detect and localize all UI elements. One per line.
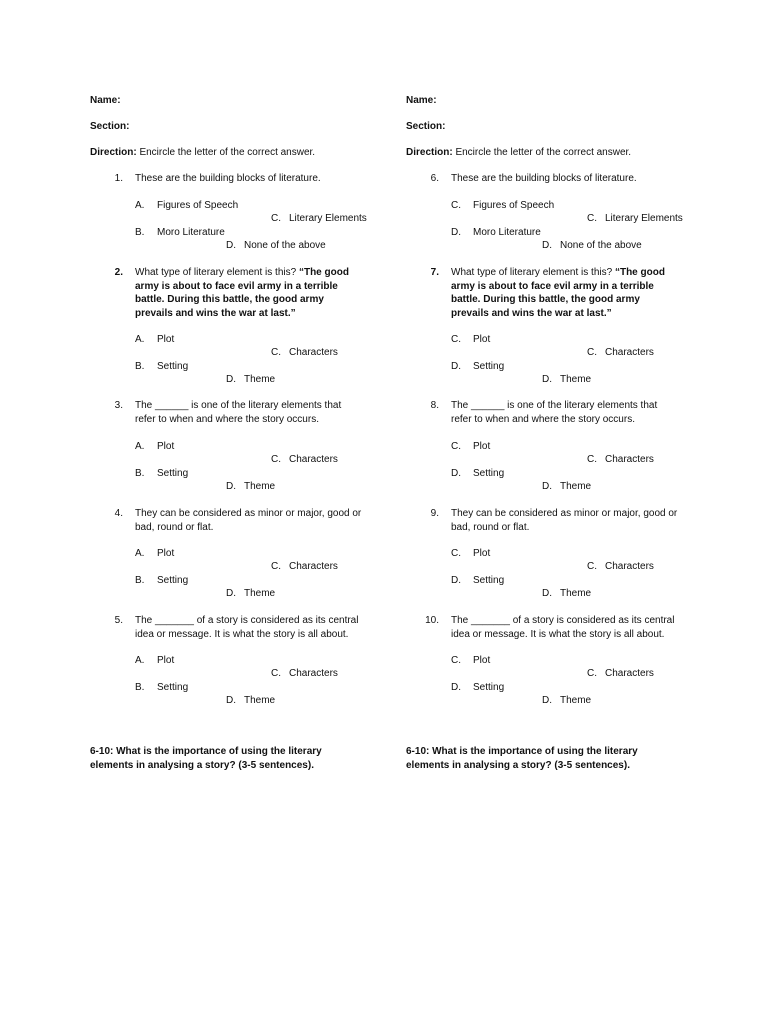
option-letter: C. [271, 213, 281, 224]
option-text: Figures of Speech [473, 200, 555, 211]
option-letter: C. [587, 668, 597, 679]
question-number: 8. [430, 400, 439, 411]
question-text [451, 266, 679, 320]
answer-option[interactable] [451, 360, 504, 374]
option-text: Theme [560, 374, 592, 385]
essay-prompt: 6-10: What is the importance of using the literary elements in analysing a story? (3-5 sentences). [406, 746, 638, 771]
option-text: Figures of Speech [157, 200, 239, 211]
option-text: Theme [244, 588, 276, 599]
answer-option[interactable] [587, 560, 654, 574]
question-number: 10. [425, 615, 439, 626]
question-number: 7. [430, 267, 439, 278]
option-letter: A. [135, 548, 145, 559]
option-text: Literary Elements [605, 213, 683, 224]
answer-option[interactable] [587, 453, 654, 467]
option-letter: C. [451, 655, 461, 666]
option-text: Plot [157, 441, 175, 452]
answer-option[interactable] [135, 199, 238, 213]
answer-option[interactable] [587, 667, 654, 681]
answer-option[interactable] [135, 574, 188, 588]
question-prompt: The _______ of a story is considered as its central idea or message. It is what the story is all about. [135, 615, 359, 640]
option-letter: D. [542, 695, 552, 706]
answer-option[interactable] [226, 239, 326, 253]
question-text [451, 507, 679, 534]
name-label: Name: [406, 95, 437, 106]
option-text: Setting [157, 468, 189, 479]
answer-option[interactable] [226, 480, 275, 494]
answer-option[interactable] [135, 654, 174, 668]
answer-option[interactable] [271, 346, 338, 360]
question-number: 2. [114, 267, 123, 278]
option-letter: D. [451, 468, 461, 479]
option-letter: B. [135, 682, 145, 693]
option-text: Setting [473, 682, 505, 693]
option-letter: C. [587, 454, 597, 465]
direction-line [406, 146, 631, 160]
option-letter: C. [271, 561, 281, 572]
option-text: Theme [244, 374, 276, 385]
option-letter: C. [271, 668, 281, 679]
option-letter: B. [135, 227, 145, 238]
question-prompt: The ______ is one of the literary elements that refer to when and where the story occurs. [135, 400, 342, 425]
option-letter: A. [135, 200, 145, 211]
answer-option[interactable] [587, 212, 683, 226]
option-letter: D. [542, 240, 552, 251]
direction-label: Direction: [406, 147, 453, 158]
option-text: Theme [560, 588, 592, 599]
answer-option[interactable] [451, 333, 490, 347]
option-letter: C. [587, 347, 597, 358]
option-text: Plot [473, 655, 491, 666]
question-prompt: The _______ of a story is considered as its central idea or message. It is what the story is all about. [451, 615, 675, 640]
option-text: Plot [473, 334, 491, 345]
option-text: Setting [473, 575, 505, 586]
worksheet-right [406, 0, 736, 1024]
question-text [451, 399, 679, 426]
question-number: 1. [114, 173, 123, 184]
question-text [451, 172, 679, 186]
option-letter: C. [451, 334, 461, 345]
answer-option[interactable] [271, 560, 338, 574]
answer-option[interactable] [542, 239, 642, 253]
answer-option[interactable] [587, 346, 654, 360]
option-text: Setting [157, 682, 189, 693]
question-text [135, 507, 363, 534]
question-number: 6. [430, 173, 439, 184]
option-text: Characters [605, 454, 654, 465]
answer-option[interactable] [451, 574, 504, 588]
option-letter: A. [135, 441, 145, 452]
answer-option[interactable] [451, 199, 554, 213]
question-prompt: What type of literary element is this? [451, 267, 615, 278]
question-text [135, 399, 363, 426]
worksheet-left [90, 0, 420, 1024]
answer-option[interactable] [451, 654, 490, 668]
option-letter: C. [451, 200, 461, 211]
name-label: Name: [90, 95, 121, 106]
question-prompt: They can be considered as minor or major, good or bad, round or flat. [135, 508, 362, 533]
option-letter: D. [226, 240, 236, 251]
answer-option[interactable] [271, 212, 367, 226]
option-text: Setting [157, 361, 189, 372]
option-letter: D. [226, 588, 236, 599]
option-letter: C. [271, 347, 281, 358]
answer-option[interactable] [135, 467, 188, 481]
question-prompt: These are the building blocks of literature. [451, 173, 637, 184]
option-text: Characters [289, 347, 338, 358]
option-letter: D. [226, 481, 236, 492]
option-letter: C. [271, 454, 281, 465]
question-number: 5. [114, 615, 123, 626]
option-text: None of the above [560, 240, 642, 251]
question-text [135, 614, 363, 641]
option-text: Characters [289, 668, 338, 679]
option-letter: B. [135, 361, 145, 372]
option-text: None of the above [244, 240, 326, 251]
answer-option[interactable] [451, 440, 490, 454]
direction-text: Encircle the letter of the correct answer. [452, 147, 632, 158]
option-letter: C. [451, 441, 461, 452]
option-text: Theme [244, 695, 276, 706]
answer-option[interactable] [135, 226, 225, 240]
answer-option[interactable] [135, 440, 174, 454]
option-letter: A. [135, 334, 145, 345]
question-excerpt: “The good army is about to face evil army in a terrible battle. During this battle, the good army prevails and wins the war at last.” [135, 267, 349, 319]
question-prompt: What type of literary element is this? [135, 267, 299, 278]
option-text: Setting [157, 575, 189, 586]
question-prompt: These are the building blocks of literature. [135, 173, 321, 184]
answer-option[interactable] [542, 373, 591, 387]
answer-option[interactable] [451, 467, 504, 481]
essay-prompt: 6-10: What is the importance of using the literary elements in analysing a story? (3-5 sentences). [90, 746, 322, 771]
direction-text: Encircle the letter of the correct answer. [136, 147, 316, 158]
answer-option[interactable] [271, 667, 338, 681]
direction-label: Direction: [90, 147, 137, 158]
option-text: Characters [605, 561, 654, 572]
option-text: Setting [473, 468, 505, 479]
answer-option[interactable] [135, 360, 188, 374]
answer-option[interactable] [135, 681, 188, 695]
option-letter: D. [542, 374, 552, 385]
question-text [135, 266, 363, 320]
option-text: Moro Literature [473, 227, 541, 238]
option-letter: D. [451, 575, 461, 586]
option-letter: C. [587, 213, 597, 224]
answer-option[interactable] [451, 681, 504, 695]
option-letter: D. [542, 588, 552, 599]
question-excerpt: “The good army is about to face evil army in a terrible battle. During this battle, the good army prevails and wins the war at last.” [451, 267, 665, 319]
option-letter: C. [451, 548, 461, 559]
option-letter: D. [542, 481, 552, 492]
option-text: Setting [473, 361, 505, 372]
answer-option[interactable] [135, 547, 174, 561]
answer-option[interactable] [451, 226, 541, 240]
question-number: 9. [430, 508, 439, 519]
option-letter: D. [451, 361, 461, 372]
option-text: Plot [157, 655, 175, 666]
option-text: Plot [157, 548, 175, 559]
option-text: Theme [560, 695, 592, 706]
option-text: Plot [473, 548, 491, 559]
answer-option[interactable] [542, 694, 591, 708]
option-letter: D. [226, 695, 236, 706]
question-text [451, 614, 679, 641]
question-prompt: They can be considered as minor or major, good or bad, round or flat. [451, 508, 678, 533]
direction-line [90, 146, 315, 160]
answer-option[interactable] [542, 587, 591, 601]
section-label: Section: [90, 121, 130, 132]
answer-option[interactable] [451, 547, 490, 561]
option-text: Moro Literature [157, 227, 225, 238]
option-letter: D. [451, 227, 461, 238]
option-text: Plot [157, 334, 175, 345]
option-letter: D. [451, 682, 461, 693]
option-letter: D. [226, 374, 236, 385]
question-text [135, 172, 363, 186]
option-text: Characters [289, 454, 338, 465]
answer-option[interactable] [226, 587, 275, 601]
answer-option[interactable] [542, 480, 591, 494]
question-prompt: The ______ is one of the literary elements that refer to when and where the story occurs. [451, 400, 658, 425]
option-text: Plot [473, 441, 491, 452]
option-text: Characters [605, 668, 654, 679]
option-letter: A. [135, 655, 145, 666]
question-number: 3. [114, 400, 123, 411]
option-text: Theme [560, 481, 592, 492]
answer-option[interactable] [226, 694, 275, 708]
answer-option[interactable] [226, 373, 275, 387]
option-letter: B. [135, 468, 145, 479]
option-text: Characters [605, 347, 654, 358]
option-text: Theme [244, 481, 276, 492]
question-number: 4. [114, 508, 123, 519]
option-text: Characters [289, 561, 338, 572]
option-letter: C. [587, 561, 597, 572]
section-label: Section: [406, 121, 446, 132]
option-letter: B. [135, 575, 145, 586]
option-text: Literary Elements [289, 213, 367, 224]
answer-option[interactable] [271, 453, 338, 467]
answer-option[interactable] [135, 333, 174, 347]
